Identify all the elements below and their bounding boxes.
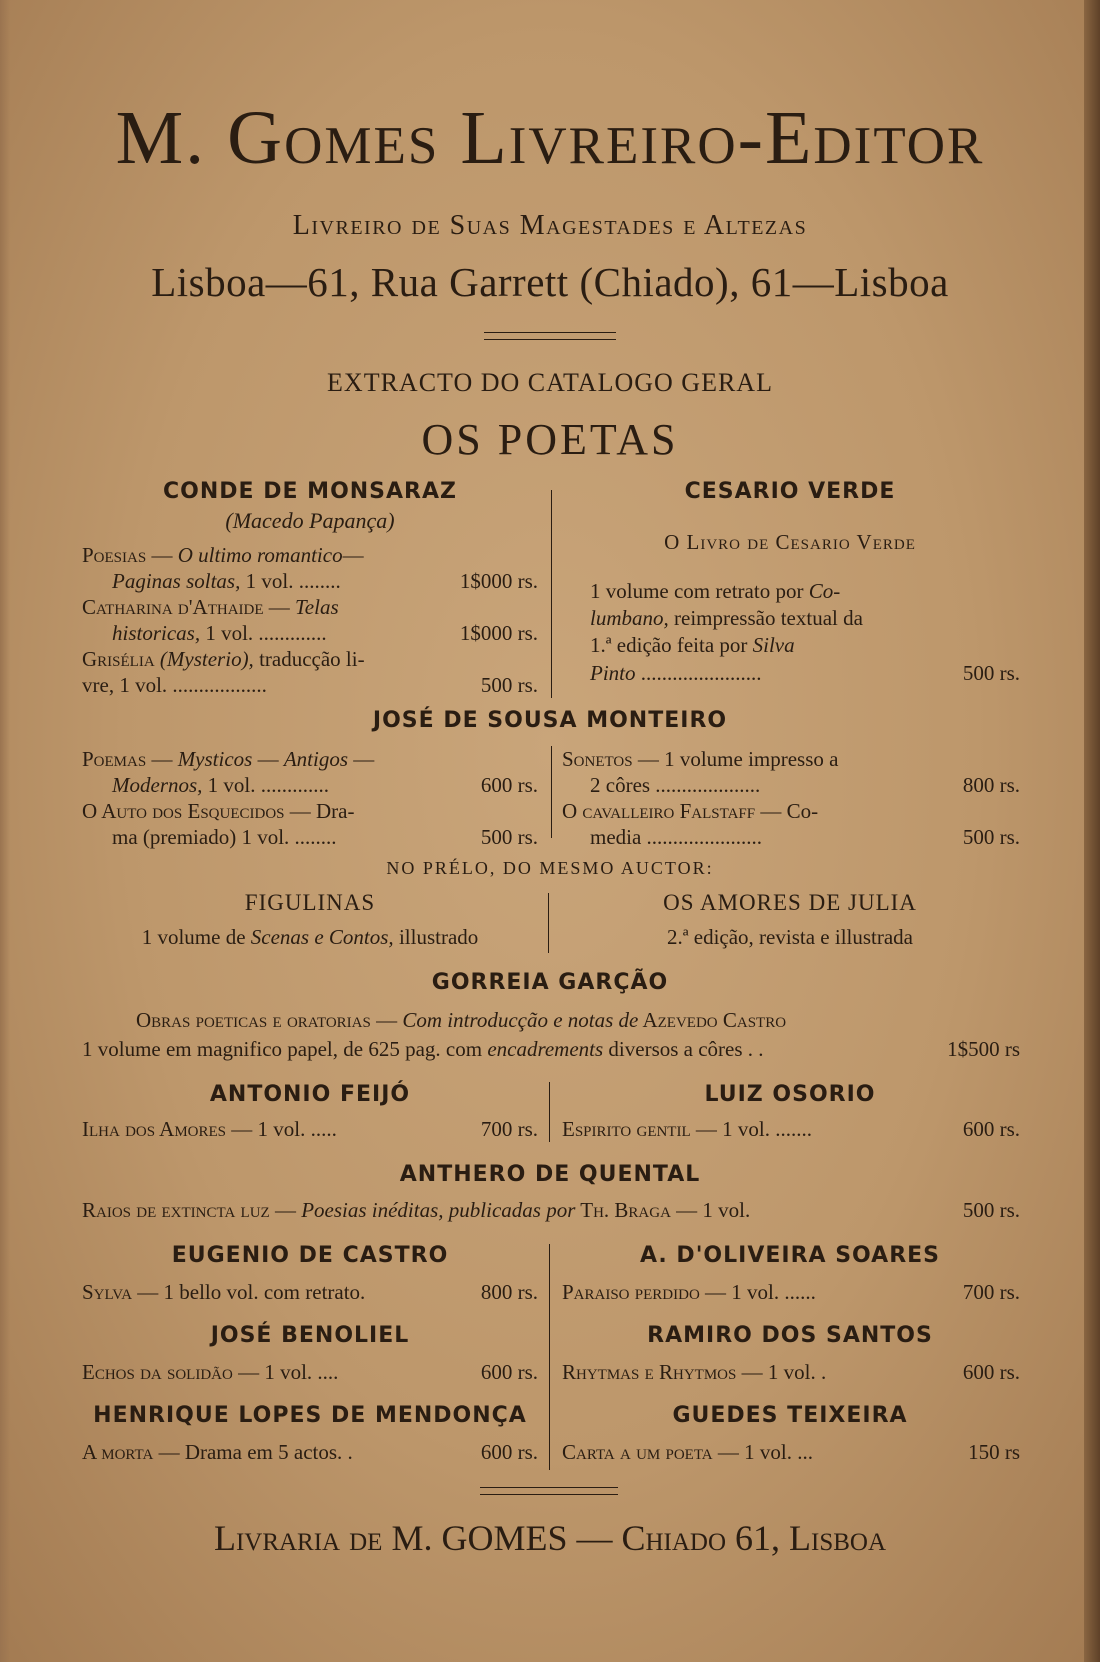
- in-press-heading: NO PRÉLO, DO MESMO AUCTOR:: [386, 858, 714, 878]
- entry-espirito: Espirito gentil — 1 vol. .......: [562, 1117, 812, 1141]
- price: 600 rs.: [480, 1360, 538, 1384]
- author-castro: EUGENIO DE CASTRO: [171, 1243, 449, 1268]
- entry-raios: Raios de extincta luz — Poesias inéditas, publicadas por Th. Braga — 1 vol.: [82, 1198, 751, 1222]
- author-garcao: GORREIA GARÇÃO: [431, 970, 669, 995]
- author-mendonca: HENRIQUE LOPES DE MENDONÇA: [93, 1403, 527, 1428]
- author-alias: (Macedo Papança): [225, 508, 395, 533]
- cesario-line-2: lumbano, reimpressão textual da: [590, 606, 863, 630]
- cesario-line-1: 1 volume com retrato por Co-: [590, 579, 841, 603]
- author-osorio: LUIZ OSORIO: [704, 1082, 876, 1107]
- price: 1$000 rs.: [459, 621, 538, 645]
- entry-obras-cont: 1 volume em magnifico papel, de 625 pag. com encadrements diversos a côres . .: [82, 1037, 764, 1061]
- price: 800 rs.: [962, 773, 1020, 797]
- publisher-address: Lisboa—61, Rua Garrett (Chiado), 61—Lisboa: [151, 259, 949, 305]
- figulinas-desc: 1 volume de Scenas e Contos, illustrado: [141, 925, 479, 949]
- entry-auto-cont: ma (premiado) 1 vol. ........: [112, 825, 337, 849]
- price: 600 rs.: [480, 1440, 538, 1464]
- price: 500 rs.: [962, 1198, 1020, 1222]
- column-divider: [551, 746, 552, 838]
- entry-griselia-cont: vre, 1 vol. ..................: [82, 673, 267, 697]
- page-spine: [1084, 0, 1100, 1662]
- entry-poesias: Poesias — O ultimo romantico—: [82, 543, 364, 567]
- entry-poemas-cont: Modernos, 1 vol. .............: [112, 773, 330, 797]
- price: 700 rs.: [480, 1117, 538, 1141]
- cesario-book-title: O Livro de Cesario Verde: [664, 530, 916, 554]
- entry-ilha: Ilha dos Amores — 1 vol. .....: [82, 1117, 337, 1141]
- author-feijo: ANTONIO FEIJÓ: [209, 1082, 411, 1107]
- column-divider: [548, 893, 549, 953]
- entry-paraiso: Paraiso perdido — 1 vol. ......: [562, 1280, 816, 1304]
- entry-obras: Obras poeticas e oratorias — Com introducção e notas de Azevedo Castro: [136, 1008, 787, 1032]
- catalogue-extract-heading: EXTRACTO DO CATALOGO GERAL: [327, 368, 773, 397]
- entry-sylva: Sylva — 1 bello vol. com retrato.: [82, 1280, 366, 1304]
- author-teixeira: GUEDES TEIXEIRA: [672, 1403, 908, 1428]
- entry-rhytmas: Rhytmas e Rhytmos — 1 vol. .: [562, 1360, 827, 1384]
- entry-catharina-cont: historicas, 1 vol. .............: [112, 621, 327, 645]
- amores-title: OS AMORES DE JULIA: [663, 890, 917, 915]
- footer-divider: [480, 1487, 618, 1495]
- price: 500 rs.: [962, 661, 1020, 685]
- price: 700 rs.: [962, 1280, 1020, 1304]
- cesario-line-3: 1.ª edição feita por Silva: [590, 633, 795, 657]
- price: 1$000 rs.: [459, 569, 538, 593]
- footer-imprint: Livraria de M. GOMES — Chiado 61, Lisboa: [213, 1518, 887, 1558]
- entry-sonetos: Sonetos — 1 volume impresso a: [562, 747, 839, 771]
- price: 500 rs.: [480, 825, 538, 849]
- entry-falstaff: O cavalleiro Falstaff — Co-: [562, 799, 819, 823]
- entry-sonetos-cont: 2 côres ....................: [590, 773, 761, 797]
- price: 150 rs: [968, 1440, 1020, 1464]
- entry-griselia: Grisélia (Mysterio), traducção li-: [82, 647, 365, 671]
- section-title: OS POETAS: [421, 415, 679, 464]
- entry-poemas: Poemas — Mysticos — Antigos —: [82, 747, 375, 771]
- price: 1$500 rs: [947, 1037, 1020, 1061]
- entry-echos: Echos da solidão — 1 vol. ....: [82, 1360, 339, 1384]
- price: 800 rs.: [480, 1280, 538, 1304]
- page-left-edge: [0, 0, 10, 1662]
- price: 600 rs.: [480, 773, 538, 797]
- header-divider: [484, 332, 616, 340]
- entry-catharina: Catharina d'Athaide — Telas: [82, 595, 339, 619]
- entry-auto: O Auto dos Esquecidos — Dra-: [82, 799, 355, 823]
- author-quental: ANTHERO DE QUENTAL: [399, 1162, 701, 1187]
- price: 500 rs.: [962, 825, 1020, 849]
- cesario-line-4: Pinto .......................: [590, 661, 762, 685]
- column-divider: [551, 490, 552, 698]
- entry-morta: A morta — Drama em 5 actos. .: [82, 1440, 353, 1464]
- author-sousa-monteiro: JOSÉ DE SOUSA MONTEIRO: [372, 708, 728, 733]
- price: 600 rs.: [962, 1117, 1020, 1141]
- author-soares: A. D'OLIVEIRA SOARES: [639, 1243, 941, 1268]
- publisher-subtitle: Livreiro de Suas Magestades e Altezas: [292, 210, 808, 241]
- entry-carta: Carta a um poeta — 1 vol. ...: [562, 1440, 813, 1464]
- amores-desc: 2.ª edição, revista e illustrada: [666, 925, 914, 949]
- column-divider: [549, 1082, 550, 1142]
- entry-falstaff-cont: media ......................: [590, 825, 763, 849]
- author-benoliel: JOSÉ BENOLIEL: [210, 1323, 410, 1348]
- price: 600 rs.: [962, 1360, 1020, 1384]
- figulinas-title: FIGULINAS: [244, 890, 376, 915]
- author-monsaraz: CONDE DE MONSARAZ: [163, 479, 457, 504]
- entry-poesias-cont: Paginas soltas, 1 vol. ........: [112, 569, 341, 593]
- author-santos: RAMIRO DOS SANTOS: [647, 1323, 933, 1348]
- column-divider: [549, 1244, 550, 1470]
- price: 500 rs.: [480, 673, 538, 697]
- publisher-title: M. Gomes Livreiro-Editor: [115, 96, 985, 180]
- author-cesario: CESARIO VERDE: [684, 479, 896, 504]
